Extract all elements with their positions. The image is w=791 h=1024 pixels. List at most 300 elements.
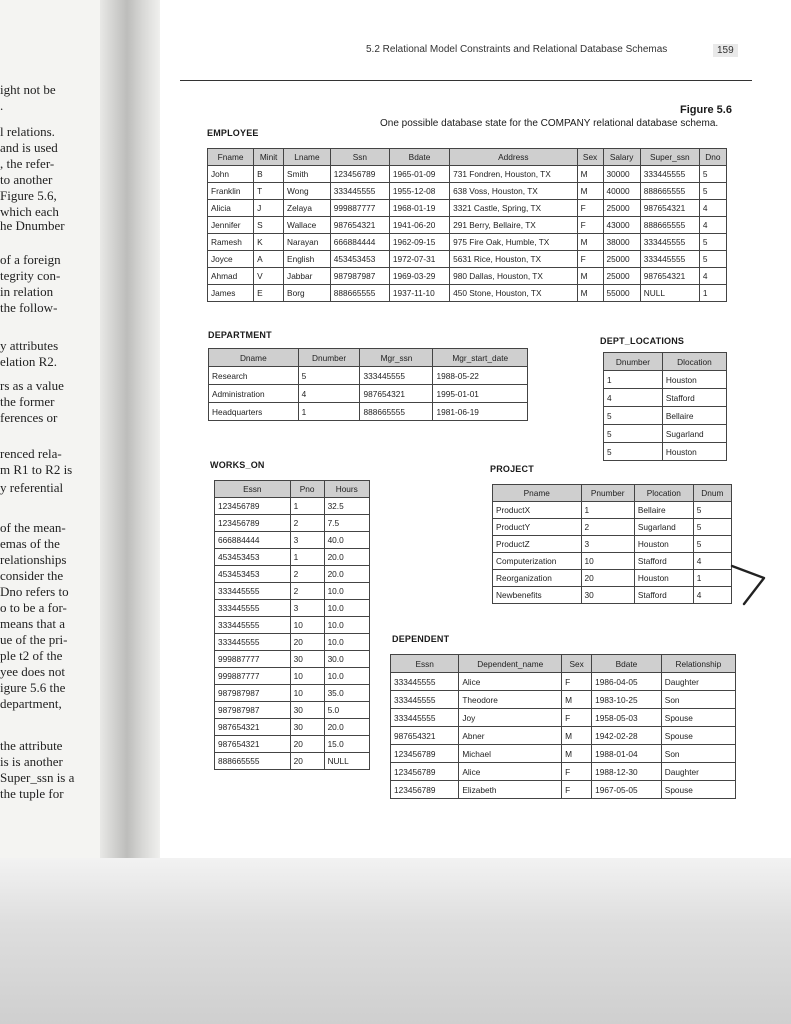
table-cell: F [577,200,603,217]
table-cell: 987987987 [330,268,389,285]
table-cell: 55000 [603,285,640,302]
table-cell: 10.0 [324,600,369,617]
left-page-line: ferences or [0,410,58,425]
table-cell: 1986-04-05 [592,673,662,691]
left-page-line: , the refer- [0,156,55,171]
left-page-line: y attributes [0,338,59,353]
table-row [208,217,727,234]
table-cell: 10 [581,553,634,570]
table-cell: 1981-06-19 [433,403,528,421]
table-cell: 3321 Castle, Spring, TX [450,200,577,217]
table-cell: 2 [290,566,324,583]
table-cell: 20.0 [324,566,369,583]
column-header: Sex [562,655,592,673]
table-cell: Son [661,691,735,709]
table-cell: 43000 [603,217,640,234]
table-cell: Jennifer [208,217,254,234]
table-row [493,570,732,587]
table-cell: 1969-03-29 [389,268,449,285]
left-page-line: ight not be [0,82,56,97]
header-rule [180,80,752,81]
table-cell: 453453453 [215,549,291,566]
table-row [208,234,727,251]
table-row [215,719,370,736]
works-on-table [214,480,370,770]
table-cell: 30 [290,651,324,668]
table-cell: Spouse [661,709,735,727]
table-cell: Smith [284,166,331,183]
table-row [391,781,736,799]
table-cell: Wallace [284,217,331,234]
table-cell: 450 Stone, Houston, TX [450,285,577,302]
table-cell: 1972-07-31 [389,251,449,268]
table-cell: 5 [298,367,360,385]
table-cell: Headquarters [209,403,299,421]
table-cell: 975 Fire Oak, Humble, TX [450,234,577,251]
table-cell: Stafford [662,389,726,407]
table-cell: 25000 [603,268,640,285]
left-page-line: y referential [0,480,64,495]
table-cell: 1942-02-28 [592,727,662,745]
table-cell: 333445555 [391,673,459,691]
table-cell: 4 [699,268,726,285]
table-cell: 666884444 [330,234,389,251]
table-row [215,634,370,651]
table-cell: 5 [604,425,663,443]
column-header: Dnum [693,485,731,502]
left-page-line: ue of the pri- [0,632,68,647]
table-cell: 15.0 [324,736,369,753]
header-row [391,655,736,673]
table-cell: 4 [699,200,726,217]
table-cell: 5 [693,536,731,553]
table-cell: 987654321 [215,736,291,753]
left-page-line: igure 5.6 the [0,680,66,695]
left-page-line: department, [0,696,62,711]
table-cell: Ahmad [208,268,254,285]
table-cell: 1 [298,403,360,421]
table-cell: James [208,285,254,302]
table-cell: 333445555 [640,251,699,268]
table-row [604,371,727,389]
column-header: Salary [603,149,640,166]
left-page-line: emas of the [0,536,60,551]
table-cell: 333445555 [215,600,291,617]
table-cell: 987987987 [215,685,291,702]
column-header: Mgr_ssn [360,349,433,367]
table-cell: 5 [604,407,663,425]
table-cell: Computerization [493,553,582,570]
column-header: Super_ssn [640,149,699,166]
table-cell: 5 [693,519,731,536]
table-cell: 20 [581,570,634,587]
table-cell: 123456789 [391,745,459,763]
table-cell: 5631 Rice, Houston, TX [450,251,577,268]
table-row [215,498,370,515]
table-cell: Joyce [208,251,254,268]
table-cell: 5.0 [324,702,369,719]
left-page-line: he Dnumber [0,218,65,233]
left-page-line: tegrity con- [0,268,61,283]
left-page-line: rs as a value [0,378,64,393]
table-row [208,166,727,183]
column-header: Plocation [634,485,693,502]
dependent-title: DEPENDENT [392,634,450,644]
table-cell: Jabbar [284,268,331,285]
table-cell: F [577,251,603,268]
page-bottom-shadow [0,858,791,1024]
table-row [604,389,727,407]
table-cell: 987654321 [640,200,699,217]
column-header: Minit [254,149,284,166]
table-row [215,515,370,532]
table-cell: 987654321 [215,719,291,736]
column-header: Lname [284,149,331,166]
table-row [208,268,727,285]
table-row [209,367,528,385]
column-header: Fname [208,149,254,166]
table-row [209,403,528,421]
table-cell: V [254,268,284,285]
left-page-line: . [0,98,4,113]
table-cell: 987654321 [360,385,433,403]
table-cell: 2 [581,519,634,536]
table-row [215,549,370,566]
table-cell: Franklin [208,183,254,200]
table-cell: Narayan [284,234,331,251]
table-cell: Joy [459,709,562,727]
table-cell: 999887777 [330,200,389,217]
table-row [391,709,736,727]
table-cell: 333445555 [215,634,291,651]
column-header: Dependent_name [459,655,562,673]
left-page-line: l relations. [0,124,55,139]
table-row [391,691,736,709]
figure-caption: One possible database state for the COMPANY relational database schema. [380,118,719,129]
table-cell: 5 [693,502,731,519]
table-cell: Bellaire [662,407,726,425]
header-row [493,485,732,502]
table-cell: Stafford [634,587,693,604]
column-header: Mgr_start_date [433,349,528,367]
table-cell: 1988-05-22 [433,367,528,385]
table-row [391,727,736,745]
table-cell: 333445555 [360,367,433,385]
project-table [492,484,732,604]
works-on-title: WORKS_ON [210,460,265,470]
header-row [208,149,727,166]
department-table [208,348,528,421]
column-header: Dno [699,149,726,166]
table-cell: ProductZ [493,536,582,553]
left-page-line: of the mean- [0,520,66,535]
running-head: 5.2 Relational Model Constraints and Relational Database Schemas [366,44,668,55]
table-cell: 987987987 [215,702,291,719]
table-cell: Daughter [661,763,735,781]
table-cell: 10 [290,685,324,702]
table-row [604,443,727,461]
table-cell: 333445555 [640,166,699,183]
left-page-line: Figure 5.6, [0,188,57,203]
table-cell: Administration [209,385,299,403]
table-cell: 888665555 [640,183,699,200]
table-cell: E [254,285,284,302]
column-header: Address [450,149,577,166]
table-cell: 333445555 [215,583,291,600]
column-header: Pnumber [581,485,634,502]
table-cell: 20.0 [324,549,369,566]
table-row [215,583,370,600]
table-cell: 4 [604,389,663,407]
table-cell: 1 [581,502,634,519]
table-row [493,519,732,536]
table-cell: Theodore [459,691,562,709]
left-page-line: of a foreign [0,252,61,267]
table-cell: 4 [693,553,731,570]
table-cell: 999887777 [215,651,291,668]
table-cell: 980 Dallas, Houston, TX [450,268,577,285]
table-cell: 1955-12-08 [389,183,449,200]
table-cell: 3 [290,532,324,549]
table-cell: 10.0 [324,634,369,651]
column-header: Pname [493,485,582,502]
table-cell: 20.0 [324,719,369,736]
table-cell: 5 [699,166,726,183]
figure-label: Figure 5.6 [680,104,732,116]
table-cell: Reorganization [493,570,582,587]
table-cell: 20 [290,736,324,753]
table-cell: M [577,285,603,302]
table-cell: 453453453 [215,566,291,583]
table-cell: F [562,781,592,799]
table-cell: 333445555 [330,183,389,200]
table-cell: 30 [290,702,324,719]
table-cell: 1988-12-30 [592,763,662,781]
dept-locations-table [603,352,727,461]
table-cell: 10.0 [324,583,369,600]
table-cell: A [254,251,284,268]
table-row [391,763,736,781]
table-cell: 5 [699,183,726,200]
table-cell: 5 [699,234,726,251]
table-cell: 638 Voss, Houston, TX [450,183,577,200]
table-cell: M [577,234,603,251]
table-cell: 25000 [603,251,640,268]
table-cell: 123456789 [391,781,459,799]
table-cell: 20 [290,634,324,651]
table-cell: 1983-10-25 [592,691,662,709]
column-header: Relationship [661,655,735,673]
table-cell: 987654321 [640,268,699,285]
left-page-line: means that a [0,616,65,631]
table-cell: Zelaya [284,200,331,217]
table-cell: Houston [662,371,726,389]
left-page-line: the follow- [0,300,58,315]
table-cell: 10 [290,617,324,634]
table-cell: 1958-05-03 [592,709,662,727]
table-cell: ProductX [493,502,582,519]
table-cell: 30 [581,587,634,604]
table-row [493,587,732,604]
column-header: Essn [391,655,459,673]
table-cell: Daughter [661,673,735,691]
left-page-line: m R1 to R2 is [0,462,73,477]
table-cell: 888665555 [330,285,389,302]
table-row [215,736,370,753]
table-row [493,502,732,519]
table-cell: 291 Berry, Bellaire, TX [450,217,577,234]
table-cell: Spouse [661,727,735,745]
left-page-line: relationships [0,552,67,567]
table-row [215,566,370,583]
column-header: Sex [577,149,603,166]
table-cell: 1 [604,371,663,389]
table-row [208,251,727,268]
table-row [391,673,736,691]
left-page-line: which each [0,204,59,219]
table-cell: 3 [581,536,634,553]
table-cell: T [254,183,284,200]
table-row [215,651,370,668]
left-page-line: o to be a for- [0,600,67,615]
table-cell: Houston [662,443,726,461]
table-cell: M [562,745,592,763]
table-cell: 38000 [603,234,640,251]
header-row [215,481,370,498]
table-cell: 32.5 [324,498,369,515]
table-cell: 123456789 [215,515,291,532]
column-header: Essn [215,481,291,498]
table-row [493,553,732,570]
department-title: DEPARTMENT [208,330,272,340]
table-cell: 4 [693,587,731,604]
column-header: Dname [209,349,299,367]
left-page-line: Super_ssn is a [0,770,75,785]
table-cell: Newbenefits [493,587,582,604]
table-cell: 2 [290,583,324,600]
employee-table [207,148,727,302]
table-cell: Spouse [661,781,735,799]
table-row [604,425,727,443]
table-cell: Michael [459,745,562,763]
left-page-line: ple t2 of the [0,648,63,663]
left-page-line: consider the [0,568,64,583]
table-cell: 731 Fondren, Houston, TX [450,166,577,183]
table-cell: 1965-01-09 [389,166,449,183]
column-header: Dlocation [662,353,726,371]
table-cell: 888665555 [640,217,699,234]
table-cell: M [577,166,603,183]
table-cell: 1967-05-05 [592,781,662,799]
table-cell: 123456789 [391,763,459,781]
table-cell: Ramesh [208,234,254,251]
table-cell: 888665555 [360,403,433,421]
table-row [208,200,727,217]
left-page-line: yee does not [0,664,65,679]
column-header: Ssn [330,149,389,166]
table-cell: Houston [634,570,693,587]
table-cell: J [254,200,284,217]
table-cell: 1968-01-19 [389,200,449,217]
table-cell: 123456789 [215,498,291,515]
left-page-line: and is used [0,140,58,155]
table-cell: 40.0 [324,532,369,549]
dependent-table [390,654,736,799]
left-page-line: to another [0,172,53,187]
table-cell: Borg [284,285,331,302]
table-row [215,617,370,634]
table-cell: John [208,166,254,183]
table-cell: 40000 [603,183,640,200]
table-cell: M [577,268,603,285]
table-cell: 25000 [603,200,640,217]
column-header: Bdate [389,149,449,166]
table-cell: English [284,251,331,268]
table-cell: 1962-09-15 [389,234,449,251]
table-cell: 453453453 [330,251,389,268]
table-cell: ProductY [493,519,582,536]
table-cell: 1 [290,549,324,566]
table-cell: 999887777 [215,668,291,685]
table-cell: 1 [693,570,731,587]
left-page-line: the former [0,394,55,409]
table-cell: 123456789 [330,166,389,183]
table-cell: 666884444 [215,532,291,549]
table-cell: F [562,673,592,691]
table-cell: 10 [290,668,324,685]
column-header: Dnumber [604,353,663,371]
table-cell: F [562,709,592,727]
table-cell: 987654321 [391,727,459,745]
table-cell: Son [661,745,735,763]
table-cell: 4 [699,217,726,234]
table-cell: 35.0 [324,685,369,702]
table-cell: Abner [459,727,562,745]
table-cell: 5 [604,443,663,461]
table-cell: 333445555 [391,691,459,709]
table-cell: Wong [284,183,331,200]
table-row [215,685,370,702]
table-cell: 30.0 [324,651,369,668]
column-header: Hours [324,481,369,498]
table-cell: 1 [290,498,324,515]
table-row [215,753,370,770]
table-cell: 3 [290,600,324,617]
table-row [215,600,370,617]
employee-title: EMPLOYEE [207,128,259,138]
table-cell: 2 [290,515,324,532]
table-cell: 10.0 [324,617,369,634]
table-cell: 30 [290,719,324,736]
table-cell: 7.5 [324,515,369,532]
table-cell: M [562,691,592,709]
table-cell: 333445555 [640,234,699,251]
table-row [208,285,727,302]
handwritten-bracket-mark [730,560,770,610]
table-row [493,536,732,553]
table-row [209,385,528,403]
table-cell: 4 [298,385,360,403]
table-cell: 1941-06-20 [389,217,449,234]
table-cell: Elizabeth [459,781,562,799]
table-cell: NULL [640,285,699,302]
table-row [215,532,370,549]
table-cell: 888665555 [215,753,291,770]
project-title: PROJECT [490,464,534,474]
left-page-line: renced rela- [0,446,62,461]
table-cell: S [254,217,284,234]
table-cell: M [577,183,603,200]
